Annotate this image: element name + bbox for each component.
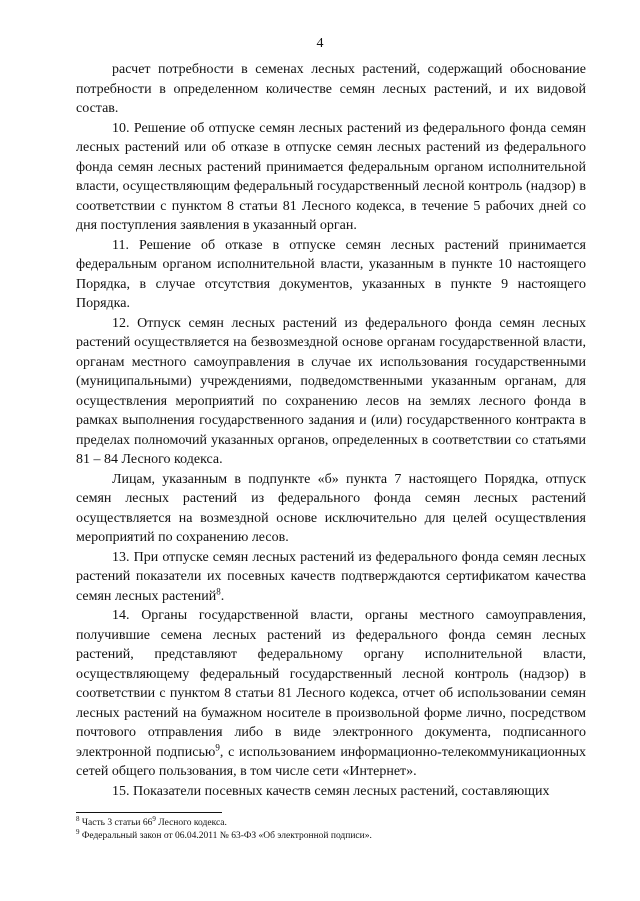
footnote-mark: 8 (76, 814, 80, 823)
footnote-ref-9[interactable]: 9 (215, 741, 220, 752)
footnote-8 (76, 814, 586, 830)
paragraph-continuation: расчет потребности в семенах лесных растений, содержащий обоснование потребности в определенном количестве семян лесных растений, и их видовой состав. (76, 62, 586, 116)
paragraph-13-text: 13. При отпуске семян лесных растений из федерального фонда семян лесных растений показатели их посевных качеств подтверждаются сертификатом качества семян лесных растений (76, 549, 586, 604)
paragraph-12-persons: Лицам, указанным в подпункте «б» пункта 7 настоящего Порядка, отпуск семян лесных растений из федерального фонда семян лесных растений осуществляется на возмездной основе исключительно для целей осуществления мероприятий по сохранению лесов. (76, 471, 586, 545)
page-number: 4 (316, 36, 324, 51)
document-body (76, 60, 586, 801)
paragraph-15: 15. Показатели посевных качеств семян лесных растений, составляющих (112, 783, 550, 799)
footnotes (76, 814, 586, 843)
footnote-ref-8[interactable]: 8 (216, 585, 221, 596)
paragraph-11: 11. Решение об отказе в отпуске семян лесных растений принимается федеральным органом исполнительной власти, указанным в пункте 10 настоящего Порядка, в случае отсутствия документов, указанных в пункте 9 настоящего Порядка. (76, 237, 586, 311)
footnote-text-tail: Лесного кодекса. (155, 818, 227, 828)
footnote-9 (76, 827, 586, 843)
paragraph-13-tail: . (220, 588, 225, 604)
paragraph-14-text-b: , с использованием информационно-телекоммуникационных сетей общего пользования, в том числе сети «Интернет». (76, 744, 587, 779)
footnote-mark: 9 (76, 827, 80, 836)
paragraph-10: 10. Решение об отпуске семян лесных растений из федерального фонда семян лесных растений или об отказе в отпуске семян лесных растений из федерального фонда семян лесных растений принимается федеральным органом исполнительной власти, осуществляющим федеральный государственный лесной контроль (надзор) в соответствии с пунктом 8 статьи 81 Лесного кодекса, в течение 5 рабочих дней со дня поступления заявления в указанный орган. (76, 120, 586, 233)
footnote-article-sup: 9 (152, 814, 156, 823)
footnote-text: Часть 3 статьи 66 (81, 818, 153, 828)
footnote-text: Федеральный закон от 06.04.2011 № 63-ФЗ «Об электронной подписи». (81, 831, 372, 841)
footnote-separator (76, 812, 222, 813)
paragraph-14-text-a: 14. Органы государственной власти, органы местного самоуправления, получившие семена лесных растений из федерального фонда семян лесных растений, представляют федеральному органу исполнительной власти, осуществляющему федеральный государственный лесной контроль (надзор) в соответствии с пунктом 8 статьи 81 Лесного кодекса, отчет об использовании семян лесных растений на бумажном носителе в произвольной форме лично, посредством почтового отправления либо в виде электронного документа, подписанного электронной подписью (76, 608, 586, 760)
paragraph-12: 12. Отпуск семян лесных растений из федерального фонда семян лесных растений осуществляется на безвозмездной основе органам государственной власти, органам местного самоуправления в случае их использования государственными (муниципальными) учреждениями, подведомственными указанным органам, для осуществления мероприятий по сохранению лесов на землях лесного фонда в рамках выполнения государственного задания и (или) государственного контракта в пределах полномочий указанных органов, определенных в соответствии со статьями 81 – 84 Лесного кодекса. (76, 315, 586, 467)
paragraph-13 (76, 548, 586, 607)
paragraph-14 (76, 606, 586, 782)
